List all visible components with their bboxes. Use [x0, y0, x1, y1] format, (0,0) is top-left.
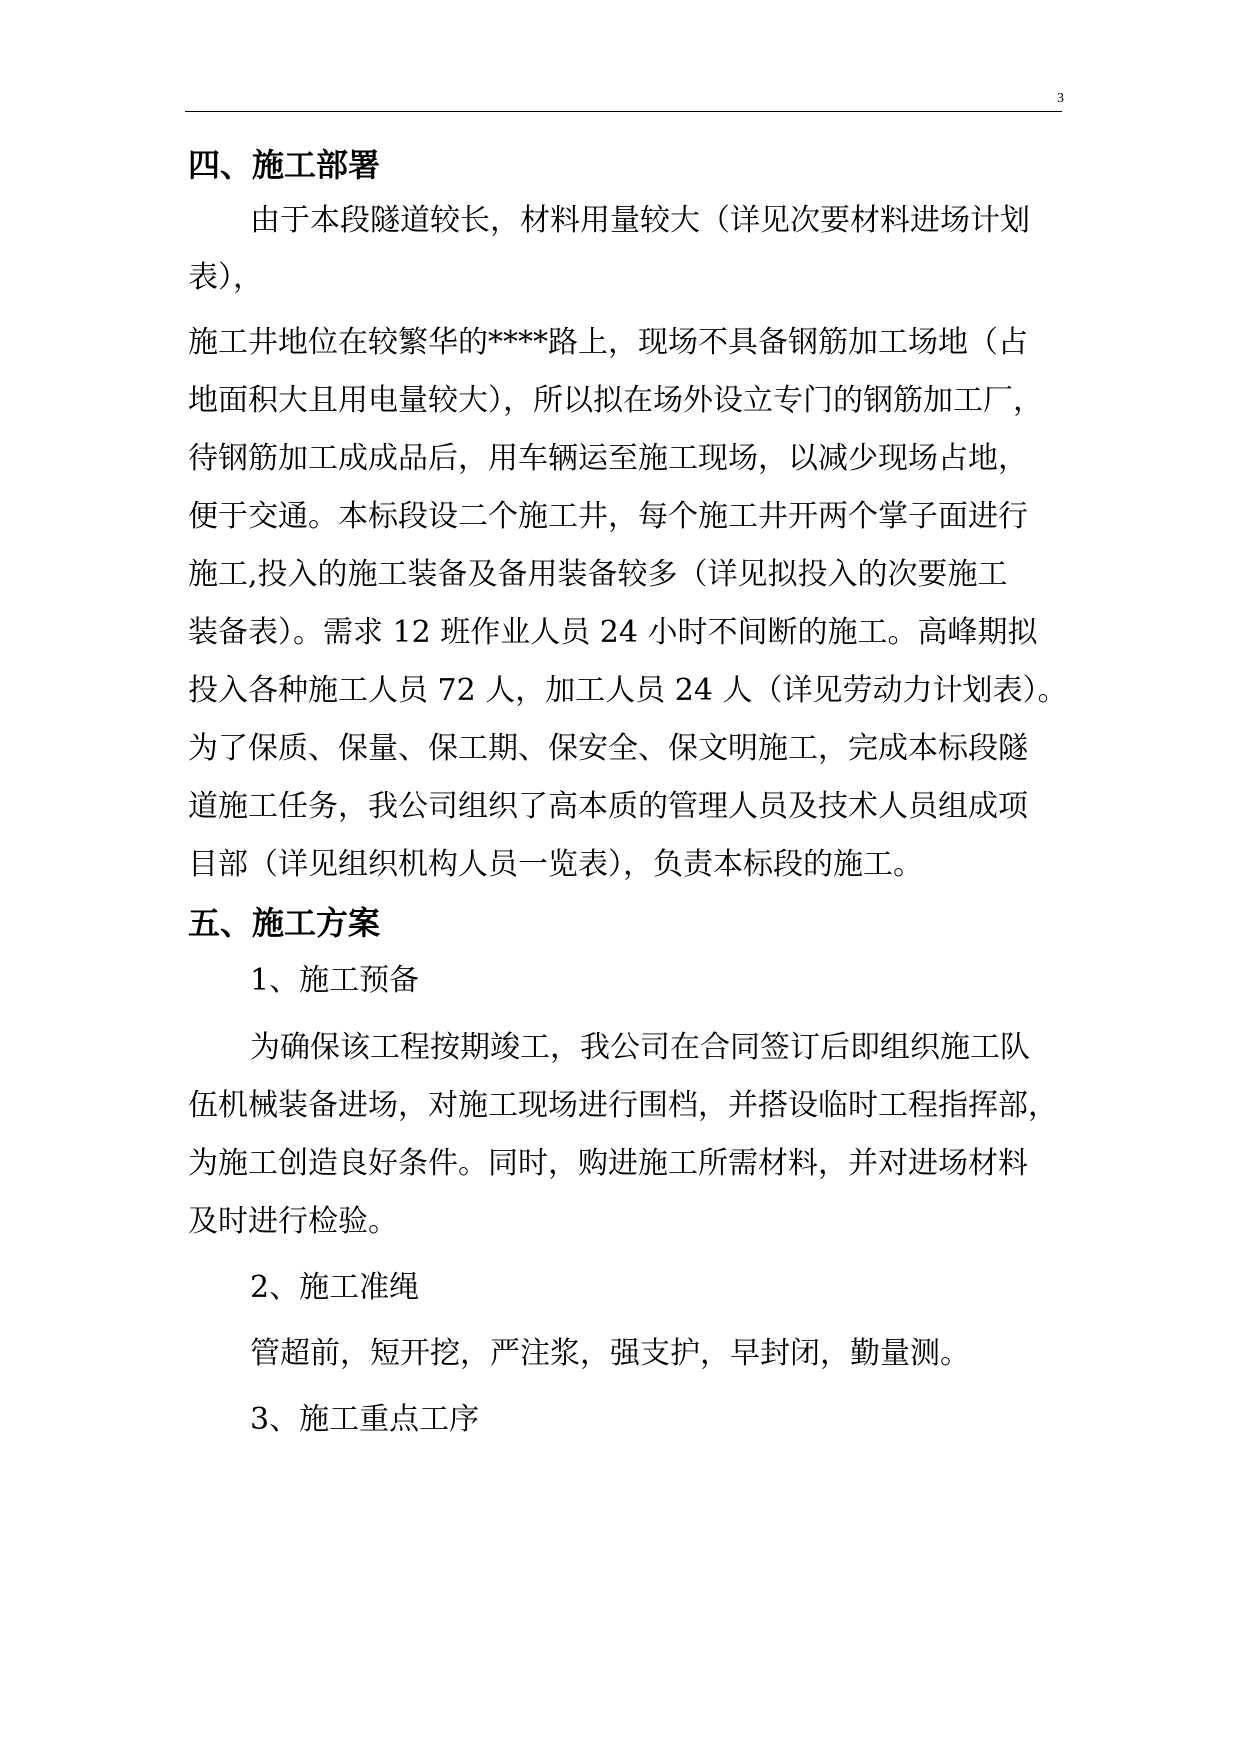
- paragraph-line: 施工,投入的施工装备及备用装备较多（详见拟投入的次要施工: [188, 557, 1008, 592]
- paragraph-line: 装备表）。需求 12 班作业人员 24 小时不间断的施工。高峰期拟: [188, 615, 1038, 650]
- paragraph-line: 伍机械装备进场，对施工现场进行围档，并搭设临时工程指挥部，: [188, 1088, 1058, 1123]
- paragraph-line: 由于本段隧道较长，材料用量较大（详见次要材料进场计划: [250, 203, 1030, 238]
- paragraph-line: 管超前，短开挖，严注浆，强支护，早封闭，勤量测。: [250, 1336, 970, 1371]
- header-rule: [185, 111, 1062, 112]
- paragraph-line: 为确保该工程按期竣工，我公司在合同签订后即组织施工队: [250, 1030, 1030, 1065]
- paragraph-line: 施工井地位在较繁华的****路上，现场不具备钢筋加工场地（占: [188, 325, 1028, 360]
- paragraph-line: 为了保质、保量、保工期、保安全、保文明施工，完成本标段隧: [188, 731, 1028, 766]
- item-2-title: 2、施工准绳: [250, 1270, 420, 1305]
- paragraph-line: 表），: [188, 260, 263, 295]
- page-number: 3: [1057, 91, 1064, 106]
- paragraph-line: 目部（详见组织机构人员一览表），负责本标段的施工。: [188, 847, 923, 882]
- paragraph-line: 为施工创造良好条件。同时，购进施工所需材料，并对进场材料: [188, 1146, 1028, 1181]
- paragraph-line: 及时进行检验。: [188, 1204, 398, 1239]
- item-1-title: 1、施工预备: [250, 963, 420, 998]
- section-5-heading: 五、施工方案: [188, 904, 381, 942]
- item-3-title: 3、施工重点工序: [250, 1402, 480, 1437]
- paragraph-line: 投入各种施工人员 72 人，加工人员 24 人（详见劳动力计划表）。: [188, 673, 1068, 708]
- paragraph-line: 地面积大且用电量较大），所以拟在场外设立专门的钢筋加工厂，: [188, 383, 1043, 418]
- paragraph-line: 待钢筋加工成成品后，用车辆运至施工现场，以减少现场占地，: [188, 441, 1028, 476]
- section-4-heading: 四、施工部署: [188, 146, 381, 184]
- paragraph-line: 道施工任务，我公司组织了高本质的管理人员及技术人员组成项: [188, 789, 1028, 824]
- paragraph-line: 便于交通。本标段设二个施工井，每个施工井开两个掌子面进行: [188, 499, 1028, 534]
